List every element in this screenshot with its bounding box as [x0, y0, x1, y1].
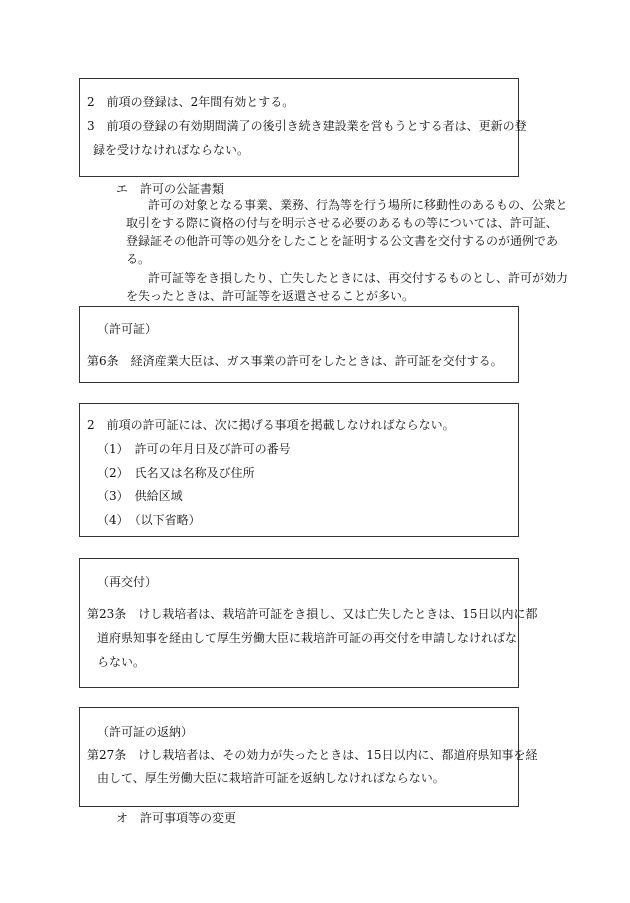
registration-clause-2: 2 前項の登録は、2年間有効とする。	[87, 95, 295, 109]
section-heading-o: オ 許可事項等の変更	[116, 811, 237, 825]
article-27-line-1: 第27条 けし栽培者は、その効力が失ったときは、15日以内に、都道府県知事を経	[87, 748, 538, 762]
article-27-line-2: 由して、厚生労働大臣に栽培許可証を返納しなければならない。	[97, 771, 445, 785]
article-caption-reissue: （再交付）	[97, 575, 158, 589]
permit-contents-clause: 2 前項の許可証には、次に掲げる事項を掲載しなければならない。	[87, 418, 455, 432]
permit-contents-item: （4） （以下省略）	[97, 513, 201, 527]
article-caption-permit-return: （許可証の返納）	[97, 725, 194, 739]
permit-contents-item: （2） 氏名又は名称及び住所	[97, 466, 255, 480]
article-23-line-2: 道府県知事を経由して厚生労働大臣に栽培許可証の再交付を申請しなければな	[97, 631, 518, 645]
registration-clause-3: 3 前項の登録の有効期間満了の後引き続き建設業を営もうとする者は、更新の登	[87, 119, 527, 133]
section-e-paragraph-1-line-4: る。	[126, 252, 151, 266]
statute-box-permit-certificate	[79, 306, 519, 383]
registration-clause-3-continued: 録を受けなければならない。	[93, 143, 250, 157]
section-heading-e: エ 許可の公証書類	[116, 182, 225, 196]
article-6-text: 第6条 経済産業大臣は、ガス事業の許可をしたときは、許可証を交付する。	[87, 354, 503, 368]
permit-contents-item: （3） 供給区域	[97, 489, 183, 503]
article-23-line-3: らない。	[97, 655, 146, 669]
section-e-paragraph-1-line-3: 登録証その他許可等の処分をしたことを証明する公文書を交付するのが通例であ	[126, 234, 559, 248]
article-caption-permit: （許可証）	[97, 322, 158, 336]
section-e-paragraph-1-line-1: 許可の対象となる事業、業務、行為等を行う場所に移動性のあるもの、公衆と	[148, 198, 568, 212]
section-e-paragraph-1-line-2: 取引をする際に資格の付与を明示させる必要のあるもの等については、許可証、	[126, 216, 558, 230]
permit-contents-item: （1） 許可の年月日及び許可の番号	[97, 442, 291, 456]
section-e-paragraph-2-line-2: を失ったときは、許可証等を返還させることが多い。	[126, 289, 415, 303]
article-23-line-1: 第23条 けし栽培者は、栽培許可証をき損し、又は亡失したときは、15日以内に都	[87, 607, 538, 621]
section-e-paragraph-2-line-1: 許可証等をき損したり、亡失したときには、再交付するものとし、許可が効力	[148, 271, 569, 285]
